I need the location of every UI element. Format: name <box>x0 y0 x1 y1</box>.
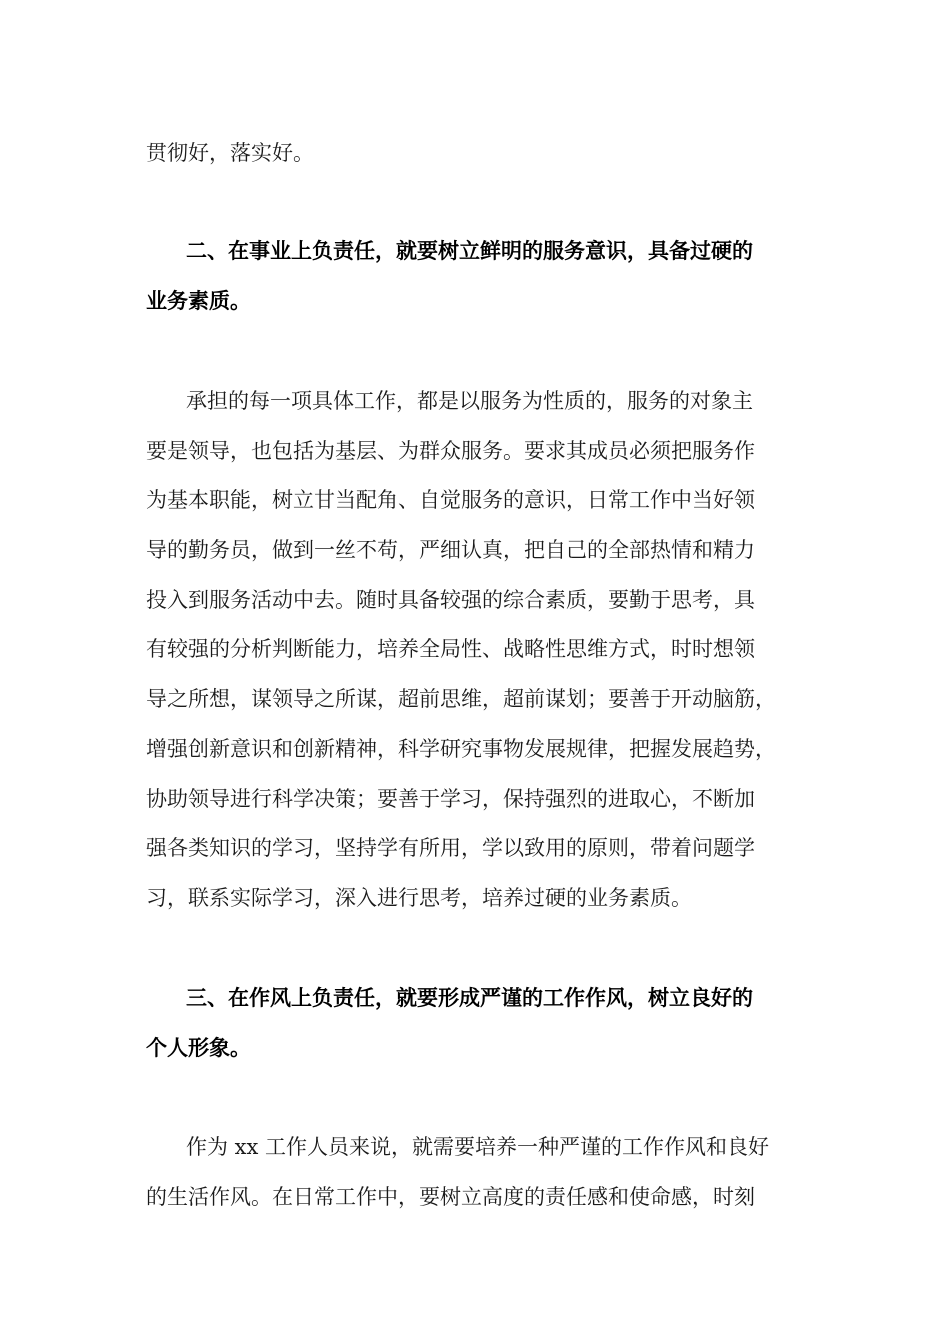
section-2-body-line: 强各类知识的学习，坚持学有所用，学以致用的原则，带着问题学 <box>146 836 755 860</box>
section-3-heading-line-2: 个人形象。 <box>146 1036 251 1060</box>
section-2-body-line: 导之所想，谋领导之所谋，超前思维，超前谋划；要善于开动脑筋， <box>146 687 776 711</box>
section-2-body-line: 投入到服务活动中去。随时具备较强的综合素质，要勤于思考，具 <box>146 588 755 612</box>
section-3-body-line: 的生活作风。在日常工作中，要树立高度的责任感和使命感，时刻 <box>146 1185 755 1209</box>
section-3-body-line: 作为 xx 工作人员来说，就需要培养一种严谨的工作作风和良好 <box>186 1135 770 1159</box>
section-2-body-line: 增强创新意识和创新精神，科学研究事物发展规律，把握发展趋势， <box>146 737 776 761</box>
section-3-heading-line-1: 三、在作风上负责任，就要形成严谨的工作作风，树立良好的 <box>186 986 753 1010</box>
section-2-body-line: 为基本职能，树立甘当配角、自觉服务的意识，日常工作中当好领 <box>146 488 755 512</box>
section-2-heading-line-2: 业务素质。 <box>146 289 251 313</box>
section-2-body-line: 有较强的分析判断能力，培养全局性、战略性思维方式，时时想领 <box>146 637 755 661</box>
section-2-body-line: 要是领导，也包括为基层、为群众服务。要求其成员必须把服务作 <box>146 439 755 463</box>
section-2-heading-line-1: 二、在事业上负责任，就要树立鲜明的服务意识，具备过硬的 <box>186 239 753 263</box>
section-2-body-line: 协助领导进行科学决策；要善于学习，保持强烈的进取心，不断加 <box>146 787 755 811</box>
section-2-body-line: 导的勤务员，做到一丝不苟，严细认真，把自己的全部热情和精力 <box>146 538 755 562</box>
section-2-body-line: 承担的每一项具体工作，都是以服务为性质的，服务的对象主 <box>186 389 753 413</box>
continuation-line: 贯彻好，落实好。 <box>146 141 314 165</box>
section-2-body-line: 习，联系实际学习，深入进行思考，培养过硬的业务素质。 <box>146 886 692 910</box>
